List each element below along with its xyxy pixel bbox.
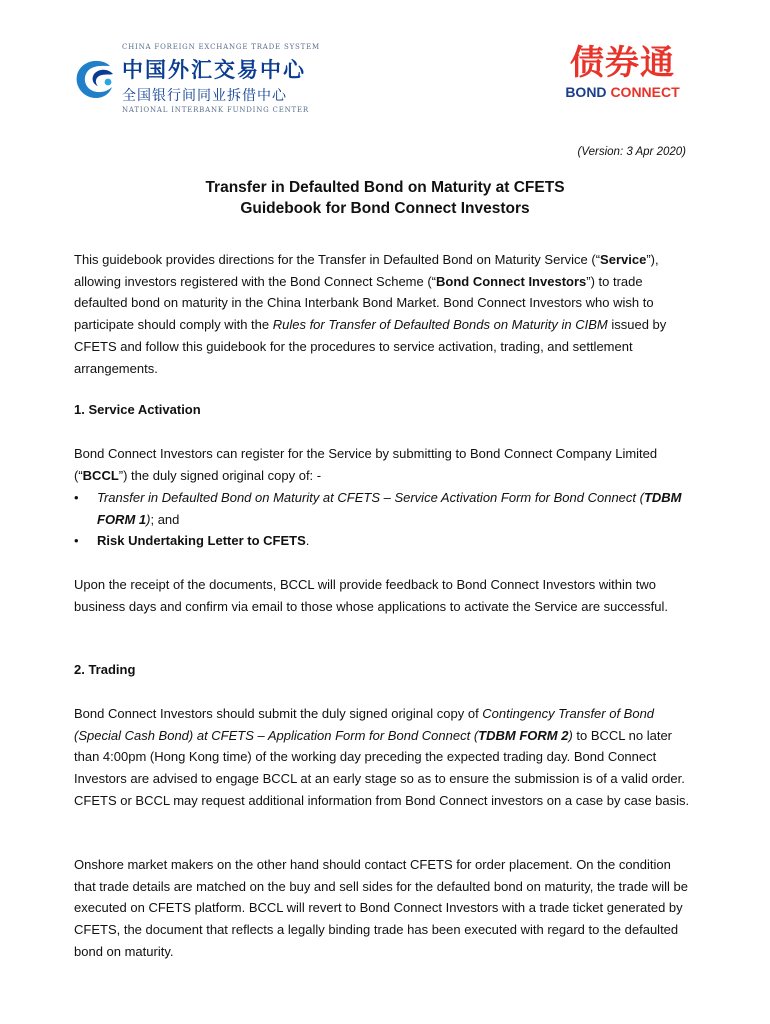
form-1-name: Transfer in Defaulted Bond on Maturity at CFETS – Service Activation Form for Bond Connect ( [97,490,644,505]
intro-text-4: issued by CFETS and follow this guidebook for the procedures to service activation, trading, and settlement arrangements. [74,317,667,376]
list-item [74,487,692,530]
section-1-paragraph-2: Upon the receipt of the documents, BCCL will provide feedback to Bond Connect Investors within two business days and confirm via email to those whose applications to activate the Service are successful. [74,577,668,614]
section-2-paragraph-2: Onshore market makers on the other hand should contact CFETS for order placement. On the condition that trade details are matched on the buy and sell sides for the defaulted bond on maturity, the trade will be executed on CFETS platform. BCCL will revert to Bond Connect Investors with a trade ticket generated by CFETS, the document that reflects a legally binding trade has been executed with regard to the defaulted bond on maturity. [74,857,689,959]
cfets-english-subname: NATIONAL INTERBANK FUNDING CENTER [122,106,309,114]
defined-term-service: Service [600,252,647,267]
cfets-chinese-name: 中国外汇交易中心 [122,57,306,82]
cfets-chinese-subname: 全国银行间同业拆借中心 [122,88,287,104]
section-1-text-2: ”) the duly signed original copy of: - [118,467,322,483]
bond-connect-english-name [555,84,690,100]
section-1-heading: 1. Service Activation [74,402,201,417]
section-2-text-2: to BCCL no later than 4:00pm (Hong Kong time) of the working day preceding the expected trading day. Bond Connect Investors are advised to engage BCCL at an early stage so as to ensure the submission is of a valid order. CFETS or BCCL may request additional information from Bond Connect investors on a case by case basis. [74,727,690,808]
defined-term-bond-connect-investors: Bond Connect Investors [436,273,587,289]
section-2-text-1: Bond Connect Investors should submit the duly signed original copy of [74,706,483,721]
rules-reference: Rules for Transfer of Defaulted Bonds on Maturity in CIBM [272,317,608,333]
required-documents-list [74,487,692,552]
form-1-close: ) [146,511,151,527]
title-line-2: Guidebook for Bond Connect Investors [240,200,530,217]
section-1-paragraph-1 [74,443,692,486]
bond-connect-word-bond: BOND [565,84,607,100]
title-line-1: Transfer in Defaulted Bond on Maturity at CFETS [205,179,565,196]
bond-connect-chinese-name: 债券通 [570,43,675,83]
list-item-suffix: . [305,533,310,549]
cfets-english-name: CHINA FOREIGN EXCHANGE TRADE SYSTEM [122,43,320,51]
risk-letter-name: Risk Undertaking Letter to CFETS [97,533,306,549]
section-2-paragraph-1 [74,703,692,812]
intro-text-3: ”) to trade defaulted bond on maturity in the China Interbank Bond Market. Bond Connect Investors who wish to participate should comply with the [74,273,654,333]
intro-text-1: This guidebook provides directions for the Transfer in Defaulted Bond on Maturity Service (“ [74,252,601,267]
intro-text-2: ”), allowing investors registered with the Bond Connect Scheme (“ [74,252,659,289]
list-item-suffix: ; and [150,511,180,527]
bond-connect-word-connect: CONNECT [610,84,680,100]
form-2-code: TDBM FORM 2 [478,727,569,743]
section-2-heading: 2. Trading [74,662,136,677]
list-item [74,530,692,552]
cfets-swirl-icon [72,56,118,102]
cfets-logo [72,40,320,120]
intro-paragraph [74,249,692,379]
form-2-name: Contingency Transfer of Bond (Special Cash Bond) at CFETS – Application Form for Bond Connect ( [74,706,655,743]
defined-term-bccl: BCCL [82,467,119,483]
form-1-code: TDBM FORM 1 [97,490,682,527]
bond-connect-logo [555,44,690,104]
form-2-close: ) [568,727,573,743]
section-1-text-1: Bond Connect Investors can register for the Service by submitting to Bond Connect Company Limited (“ [74,446,658,483]
document-title [60,177,710,219]
version-note: (Version: 3 Apr 2020) [577,146,686,158]
